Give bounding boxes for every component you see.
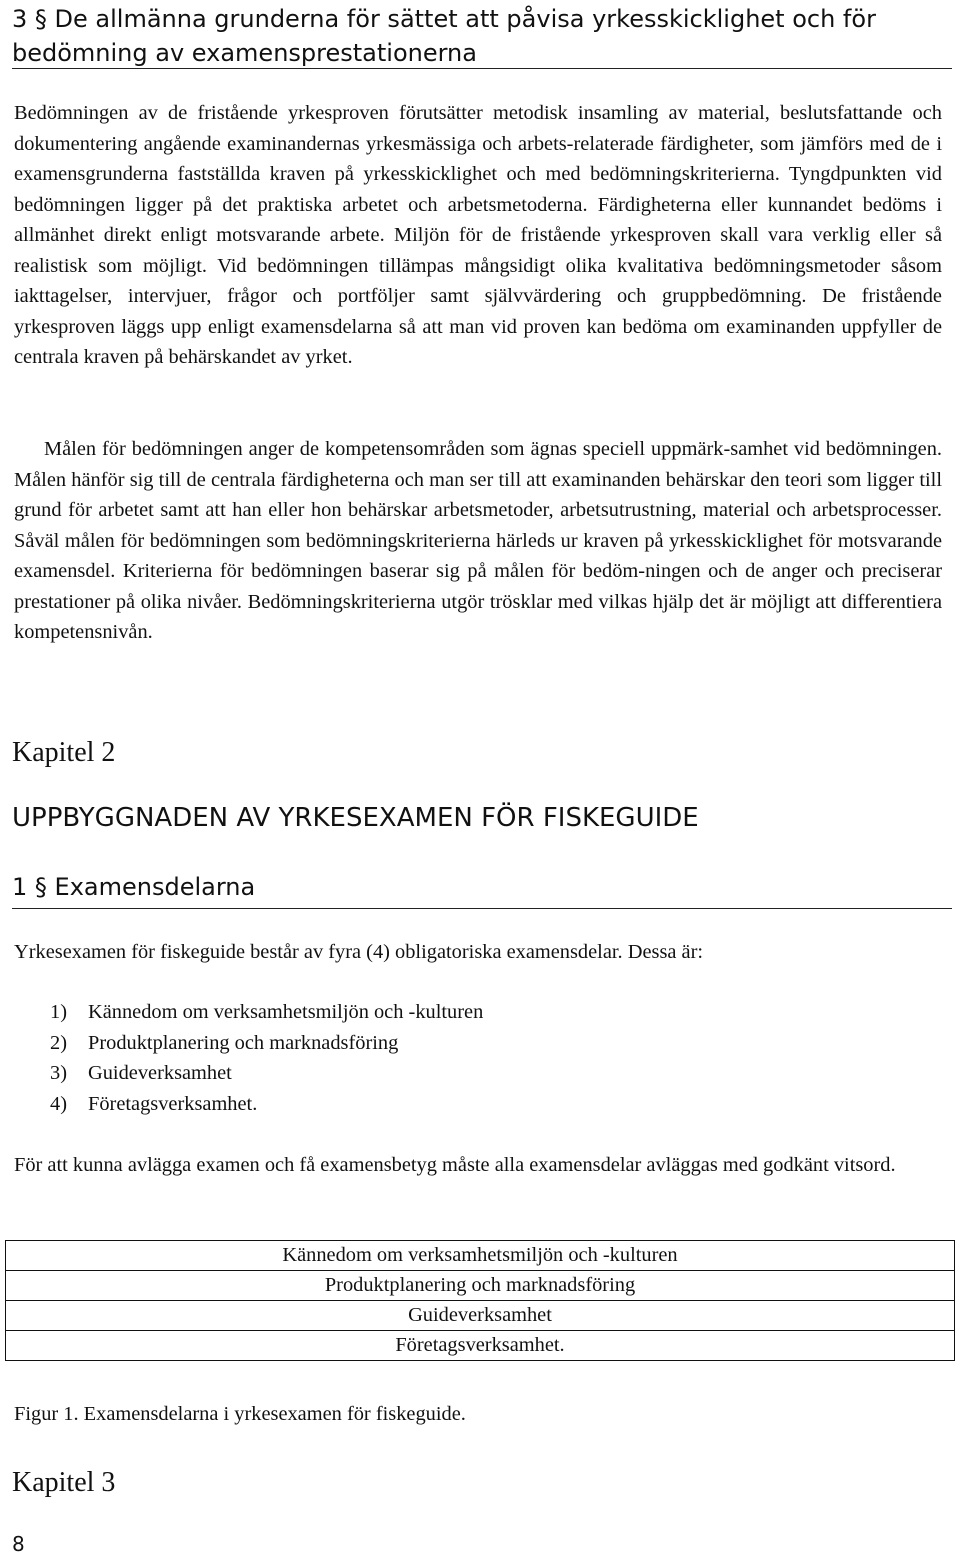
section-1-rule <box>12 908 952 909</box>
list-item <box>50 997 483 1028</box>
table-row <box>6 1301 955 1331</box>
exam-parts-figure <box>5 1240 955 1361</box>
table-cell: Kännedom om verksamhetsmiljön och -kulturen <box>6 1241 955 1271</box>
table-row <box>6 1331 955 1361</box>
list-number: 2) <box>50 1031 67 1054</box>
intro-text: Yrkesexamen för fiskeguide består av fyra (4) obligatoriska examensdelar. Dessa är: <box>14 941 704 963</box>
heading-rule <box>12 68 952 69</box>
chapter-3-label: Kapitel 3 <box>12 1467 116 1498</box>
section-1-heading: 1 § Examensdelarna <box>12 873 256 901</box>
figure-caption: Figur 1. Examensdelarna i yrkesexamen för fiskeguide. <box>14 1403 466 1425</box>
page-number: 8 <box>12 1532 25 1556</box>
table-row <box>6 1241 955 1271</box>
list-text: Kännedom om verksamhetsmiljön och -kulturen <box>88 1001 484 1023</box>
exam-parts-list <box>50 997 483 1119</box>
chapter-title: UPPBYGGNADEN AV YRKESEXAMEN FÖR FISKEGUIDE <box>12 803 699 833</box>
chapter-label: Kapitel 2 <box>12 737 116 768</box>
body-paragraph-1: Bedömningen av de fristående yrkesproven förutsätter metodisk insamling av material, beslutsfattande och dokumentering angående examinandernas yrkesmässiga och arbets-relaterade färdigheter, som jämförs med de i examensgrunderna fastställda kraven på yrkesskicklighet och med bedömningskriterierna. Tyngdpunkten vid bedömningen ligger på det praktiska arbetet och arbetsmetoderna. Färdigheterna eller kunnandet bedöms i allmänhet direkt enligt motsvarande arbete. Miljön för de fristående yrkesproven skall vara verklig eller så realistisk som möjligt. Vid bedömningen tillämpas mångsidigt olika kvalitativa bedömningsmetoder såsom iakttagelser, intervjuer, frågor och portföljer samt självvärdering och gruppbedömning. De fristående yrkesproven läggs upp enligt examensdelarna så att man vid proven kan bedöma om examinanden uppfyller de centrala kraven på behärskandet av yrket. <box>14 102 942 368</box>
list-number: 3) <box>50 1062 67 1084</box>
requirements-paragraph: För att kunna avlägga examen och få examensbetyg måste alla examensdelar avläggas med godkänt vitsord. <box>14 1154 896 1176</box>
table-cell: Produktplanering och marknadsföring <box>6 1271 955 1301</box>
list-text: Företagsverksamhet. <box>88 1092 258 1115</box>
table-row <box>6 1271 955 1301</box>
table-cell: Företagsverksamhet. <box>6 1331 955 1361</box>
list-item <box>50 1028 483 1059</box>
list-number: 1) <box>50 1001 67 1023</box>
list-item <box>50 1058 483 1089</box>
section-heading: 3 § De allmänna grunderna för sättet att påvisa yrkesskicklighet och för bedömning av examensprestationerna <box>12 5 876 67</box>
list-number: 4) <box>50 1092 67 1115</box>
list-text: Guideverksamhet <box>88 1062 232 1084</box>
list-item <box>50 1089 483 1120</box>
list-text: Produktplanering och marknadsföring <box>88 1031 399 1054</box>
table-cell: Guideverksamhet <box>6 1301 955 1331</box>
body-paragraph-2: Målen för bedömningen anger de kompetensområden som ägnas speciell uppmärk-samhet vid bedömningen. Målen hänför sig till de centrala färdigheterna och man ser till att examinanden behärskar den teori som ligger till grund för arbetet samt att han eller hon behärskar arbetsmetoder, arbetsutrustning, material och arbetsprocesser. Såväl målen för bedömningen som bedömningskriterierna härleds ur kraven på yrkesskicklighet för motsvarande examensdel. Kriterierna för bedömningen baserar sig på målen för bedöm-ningen och de anger och preciserar prestationer på olika nivåer. Bedömningskriterierna utgör trösklar med vilkas hjälp det är möjligt att differentiera kompetensnivån. <box>14 438 942 643</box>
